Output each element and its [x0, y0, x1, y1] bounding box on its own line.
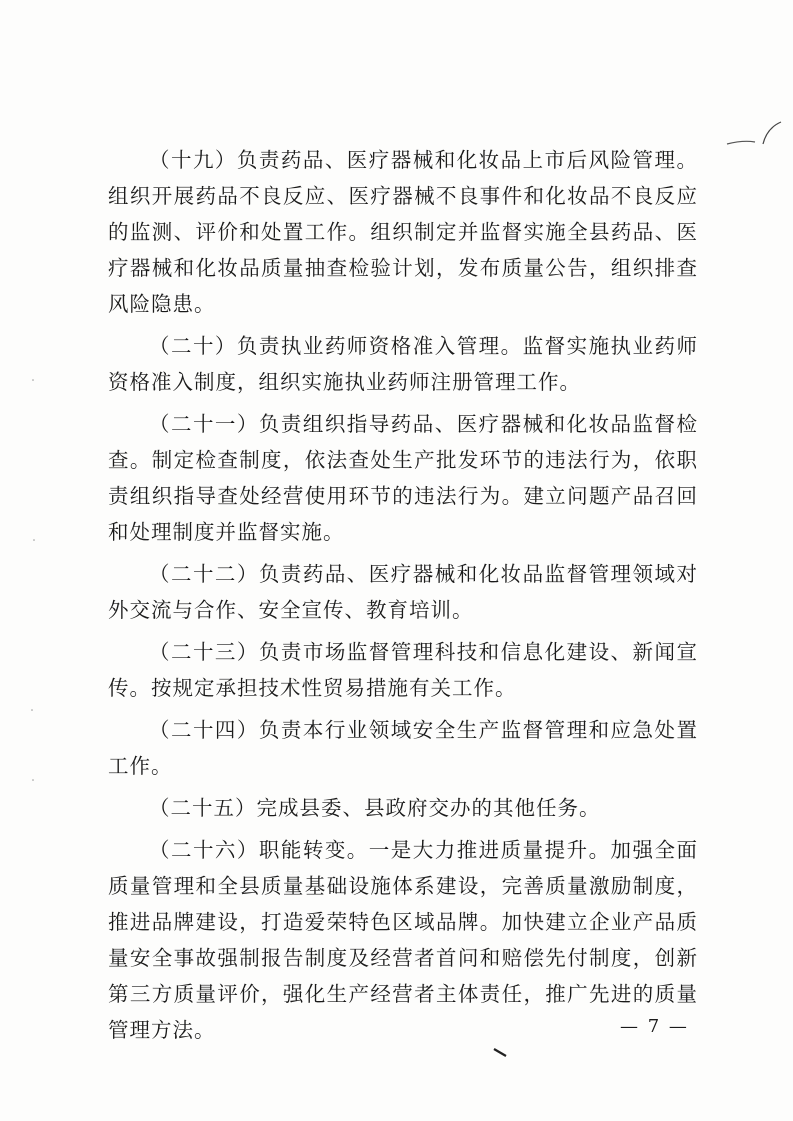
paragraph-19: （十九）负责药品、医疗器械和化妆品上市后风险管理。组织开展药品不良反应、医疗器械不良事件和化妆品不良反应的监测、评价和处置工作。组织制定并监督实施全县药品、医疗器械和化妆品质量抽查检验计划，发布质量公告，组织排查风险隐患。 — [108, 148, 698, 316]
paragraph-25: （二十五）完成县委、县政府交办的其他任务。 — [149, 796, 601, 820]
paragraph-21: （二十一）负责组织指导药品、医疗器械和化妆品监督检查。制定检查制度，依法查处生产批发环节的违法行为，依职责组织指导查处经营使用环节的违法行为。建立问题产品召回和处理制度并监督实施。 — [108, 412, 698, 544]
scan-mark-left — [28, 370, 38, 790]
scan-mark-top-right — [725, 118, 785, 158]
paragraph-23: （二十三）负责市场监督管理科技和信息化建设、新闻宣传。按规定承担技术性贸易措施有关工作。 — [108, 640, 698, 700]
paragraph-22: （二十二）负责药品、医疗器械和化妆品监督管理领域对外交流与合作、安全宣传、教育培训。 — [108, 562, 698, 622]
paragraph-26: （二十六）职能转变。一是大力推进质量提升。加强全面质量管理和全县质量基础设施体系建设，完善质量激励制度，推进品牌建设，打造爱荣特色区域品牌。加快建立企业产品质量安全事故强制报告制度及经营者首问和赔偿先付制度，创新第三方质量评价，强化生产经营者主体责任，推广先进的质量管理方法。 — [108, 838, 698, 1042]
document-body — [108, 142, 698, 1054]
page-number: — 7 — — [620, 1016, 689, 1037]
paragraph-20: （二十）负责执业药师资格准入管理。监督实施执业药师资格准入制度，组织实施执业药师注册管理工作。 — [108, 334, 698, 394]
paragraph-24: （二十四）负责本行业领域安全生产监督管理和应急处置工作。 — [108, 718, 698, 778]
